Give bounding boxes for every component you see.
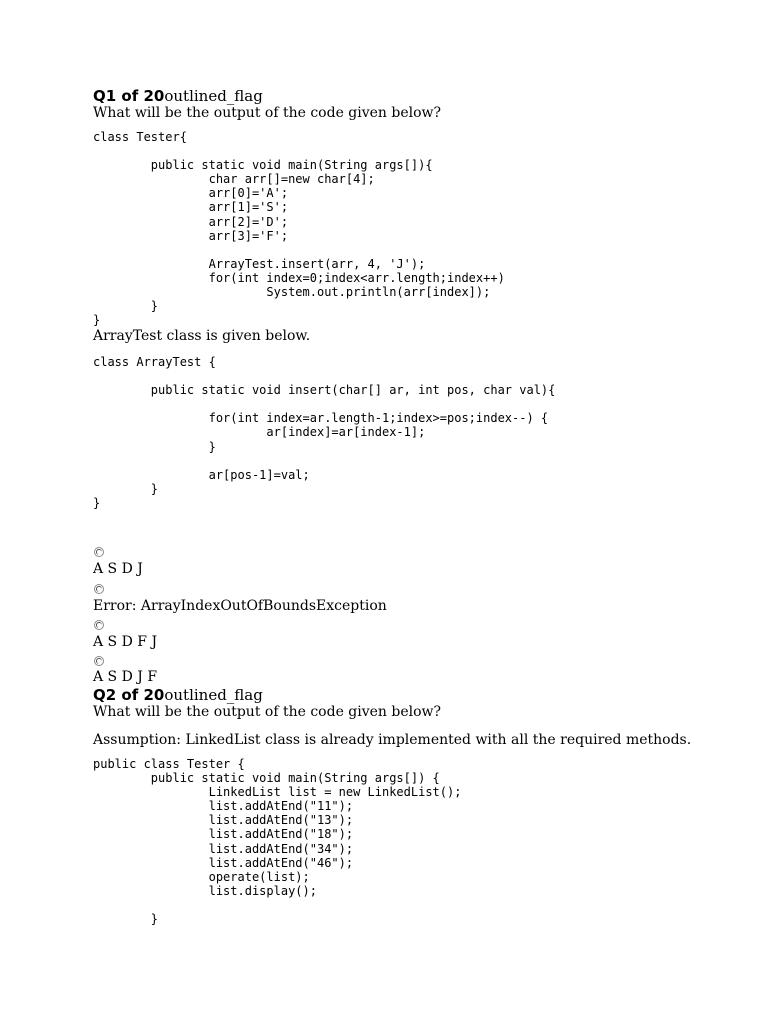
option-4-radio[interactable] — [94, 656, 104, 666]
question-1-header — [93, 87, 263, 105]
question-2-flag[interactable]: outlined_flag — [164, 686, 263, 704]
question-1-code-tester: class Tester{ public static void main(String args[]){ char arr[]=new char[4]; arr[0]='A'; arr[1]='S'; arr[2]='D'; arr[3]='F'; ArrayTest.insert(arr, 4, 'J'); for(int index=0;index<arr.length;index++) System.out.println(arr[index]); } } — [93, 130, 505, 328]
option-2-label: Error: ArrayIndexOutOfBoundsException — [93, 598, 387, 614]
question-1-middle-text: ArrayTest class is given below. — [93, 328, 311, 344]
question-2-prompt: What will be the output of the code given below? — [93, 704, 442, 720]
option-2-radio[interactable] — [94, 584, 104, 594]
option-3-label: A S D F J — [93, 634, 158, 650]
question-2-assumption: Assumption: LinkedList class is already implemented with all the required methods. — [93, 732, 692, 748]
question-2-code: public class Tester { public static void main(String args[]) { LinkedList list = new LinkedList(); list.addAtEnd("11"); list.addAtEnd("13"); list.addAtEnd("18"); list.addAtEnd("34"); list.addAtEnd("46"); operate(list); list.display(); } — [93, 757, 462, 927]
option-4-label: A S D J F — [93, 669, 158, 685]
question-1-number: Q1 of 20 — [93, 87, 165, 105]
question-2-number: Q2 of 20 — [93, 686, 165, 704]
option-3-radio[interactable] — [94, 620, 104, 630]
question-1-flag[interactable]: outlined_flag — [164, 87, 263, 105]
question-2-header — [93, 686, 263, 704]
question-1-code-arraytest: class ArrayTest { public static void insert(char[] ar, int pos, char val){ for(int index=ar.length-1;index>=pos;index--) { ar[index]=ar[index-1]; } ar[pos-1]=val; } } — [93, 355, 556, 510]
option-1-label: A S D J — [93, 561, 143, 577]
option-1-radio[interactable] — [94, 547, 104, 557]
question-1-prompt: What will be the output of the code given below? — [93, 105, 442, 121]
